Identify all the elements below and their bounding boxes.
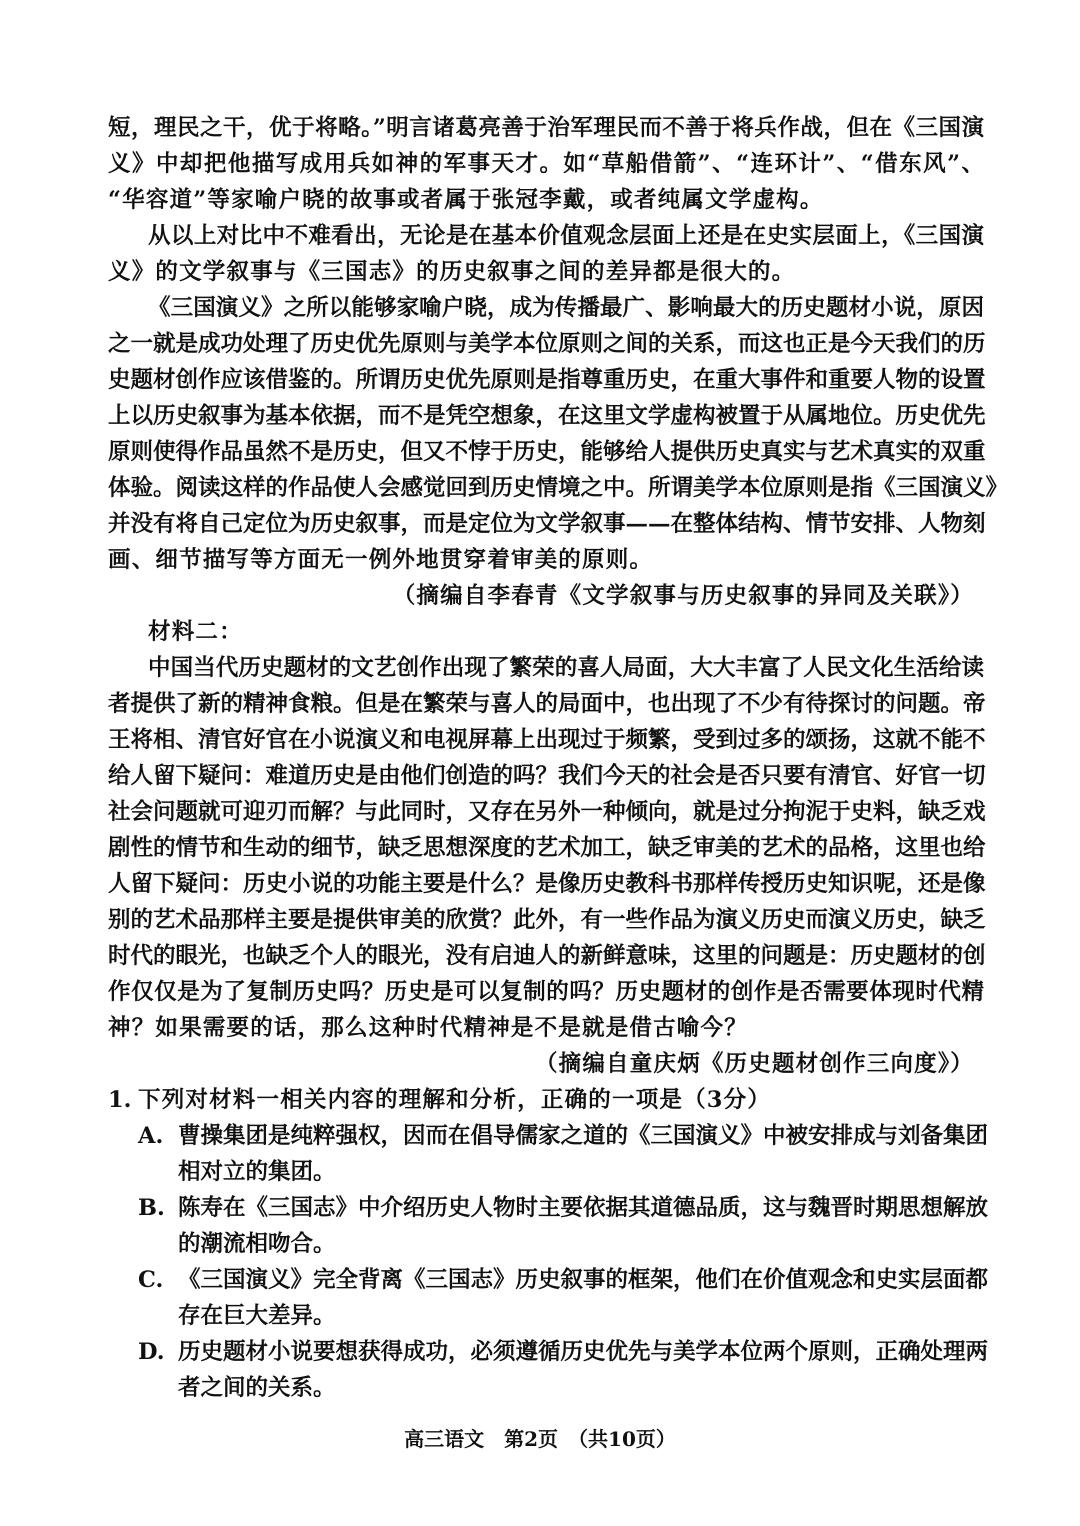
option-c-text: 存在巨大差异。 bbox=[178, 1303, 336, 1329]
text-line: “华容道”等家喻户晓的故事或者属于张冠李戴，或者纯属文学虚构。 bbox=[108, 187, 824, 213]
text-line: 中国当代历史题材的文艺创作出现了繁荣的喜人局面，大大丰富了人民文化生活给读 bbox=[148, 655, 984, 681]
text-line: 之一就是成功处理了历史优先原则与美学本位原则之间的关系，而这也正是今天我们的历 bbox=[108, 331, 986, 357]
text-line: 短，理民之干，优于将略。”明言诸葛亮善于治军理民而不善于将兵作战，但在《三国演 bbox=[108, 115, 984, 141]
text-line: 上以历史叙事为基本依据，而不是凭空想象，在这里文学虚构被置于从属地位。历史优先 bbox=[108, 403, 986, 429]
option-a-letter: A. bbox=[138, 1123, 164, 1149]
option-b-text: 的潮流相吻合。 bbox=[178, 1231, 336, 1257]
option-c-text: 《三国演义》完全背离《三国志》历史叙事的框架，他们在价值观念和史实层面都 bbox=[178, 1267, 989, 1293]
option-c-letter: C. bbox=[138, 1267, 164, 1293]
text-line: 体验。阅读这样的作品使人会感觉回到历史情境之中。所谓美学本位原则是指《三国演义》 bbox=[108, 475, 1009, 501]
text-line: 作仅仅是为了复制历史吗？历史是可以复制的吗？历史题材的创作是否需要体现时代精 bbox=[108, 979, 984, 1005]
text-line: 史题材创作应该借鉴的。所谓历史优先原则是指尊重历史，在重大事件和重要人物的设置 bbox=[108, 367, 986, 393]
option-d-letter: D. bbox=[138, 1339, 165, 1365]
text-line: 社会问题就可迎刃而解？与此同时，又存在另外一种倾向，就是过分拘泥于史料，缺乏戏 bbox=[108, 799, 986, 825]
text-line: 从以上对比中不难看出，无论是在基本价值观念层面上还是在史实层面上，《三国演 bbox=[148, 223, 984, 249]
question-number: 1. bbox=[108, 1087, 132, 1113]
text-line: 原则使得作品虽然不是历史，但又不悖于历史，能够给人提供历史真实与艺术真实的双重 bbox=[108, 439, 986, 465]
text-line: 画、细节描写等方面无一例外地贯穿着审美的原则。 bbox=[108, 547, 654, 573]
option-d-text: 历史题材小说要想获得成功，必须遵循历史优先与美学本位两个原则，正确处理两 bbox=[178, 1339, 989, 1365]
text-line: 义》中却把他描写成用兵如神的军事天才。如“草船借箭”、“连环计”、“借东风”、 bbox=[108, 151, 984, 177]
page-footer: 高三语文 第2页 （共10页） bbox=[404, 1427, 676, 1451]
text-line: 王将相、清官好官在小说演义和电视屏幕上出现过于频繁，受到过多的颂扬，这就不能不 bbox=[108, 727, 986, 753]
text-line: 剧性的情节和生动的细节，缺乏思想深度的艺术加工，缺乏审美的艺术的品格，这里也给 bbox=[108, 835, 986, 861]
source-citation: （摘编自童庆炳《历史题材创作三向度》） bbox=[534, 1051, 974, 1077]
section-label: 材料二： bbox=[148, 619, 243, 645]
text-line: 神？如果需要的话，那么这种时代精神是不是就是借古喻今？ bbox=[108, 1015, 748, 1041]
text-line: 者提供了新的精神食粮。但是在繁荣与喜人的局面中，也出现了不少有待探讨的问题。帝 bbox=[108, 691, 986, 717]
option-a-text: 相对立的集团。 bbox=[178, 1159, 336, 1185]
text-line: 并没有将自己定位为历史叙事，而是定位为文学叙事——在整体结构、情节安排、人物刻 bbox=[108, 511, 986, 537]
option-a-text: 曹操集团是纯粹强权，因而在倡导儒家之道的《三国演义》中被安排成与刘备集团 bbox=[178, 1123, 989, 1149]
text-line: 时代的眼光，也缺乏个人的眼光，没有启迪人的新鲜意味，这里的问题是：历史题材的创 bbox=[108, 943, 986, 969]
text-line: 人留下疑问：历史小说的功能主要是什么？是像历史教科书那样传授历史知识呢，还是像 bbox=[108, 871, 986, 897]
option-d-text: 者之间的关系。 bbox=[178, 1375, 336, 1401]
text-line: 别的艺术品那样主要是提供审美的欣赏？此外，有一些作品为演义历史而演义历史，缺乏 bbox=[108, 907, 986, 933]
option-b-letter: B. bbox=[138, 1195, 165, 1221]
text-line: 义》的文学叙事与《三国志》的历史叙事之间的差异都是很大的。 bbox=[108, 259, 796, 285]
source-citation: （摘编自李春青《文学叙事与历史叙事的异同及关联》） bbox=[392, 583, 974, 609]
text-line: 《三国演义》之所以能够家喻户晓，成为传播最广、影响最大的历史题材小说，原因 bbox=[148, 295, 984, 321]
option-b-text: 陈寿在《三国志》中介绍历史人物时主要依据其道德品质，这与魏晋时期思想解放 bbox=[178, 1195, 989, 1221]
text-line: 给人留下疑问：难道历史是由他们创造的吗？我们今天的社会是否只要有清官、好官一切 bbox=[108, 763, 986, 789]
question-stem: 下列对材料一相关内容的理解和分析，正确的一项是（3分） bbox=[138, 1087, 772, 1113]
